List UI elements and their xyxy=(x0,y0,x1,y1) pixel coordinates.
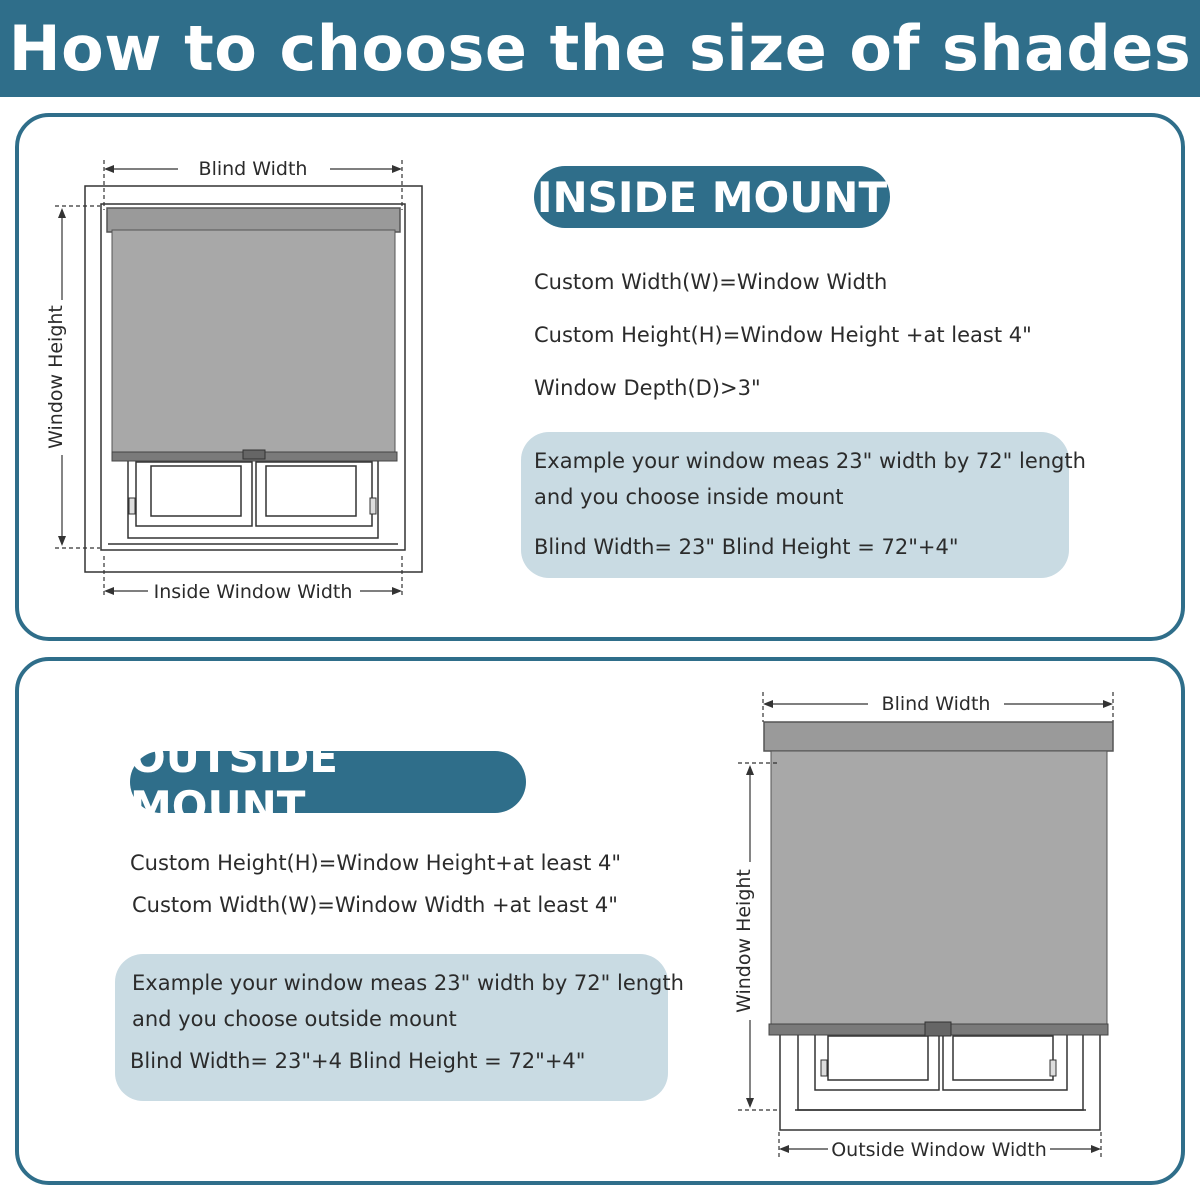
inside-line-height: Custom Height(H)=Window Height +at least 4" xyxy=(534,323,1032,347)
inside-line-width: Custom Width(W)=Window Width xyxy=(534,270,888,294)
inside-example-line1: Example your window meas 23" width by 72" length xyxy=(534,449,1086,473)
outside-window-height-label: Window Height xyxy=(733,869,755,1013)
page-title: How to choose the size of shades xyxy=(8,12,1192,85)
inside-blind-width-label: Blind Width xyxy=(198,158,308,180)
outside-line-width: Custom Width(W)=Window Width +at least 4" xyxy=(132,893,618,917)
inside-example-line2: and you choose inside mount xyxy=(534,485,844,509)
outside-mount-heading: OUTSIDE MOUNT xyxy=(130,751,526,813)
outside-example-line1: Example your window meas 23" width by 72" length xyxy=(132,971,684,995)
outside-example-line2: and you choose outside mount xyxy=(132,1007,457,1031)
outside-window-width-label: Outside Window Width xyxy=(831,1139,1047,1161)
inside-window-height-label: Window Height xyxy=(45,305,67,449)
inside-example-line3: Blind Width= 23" Blind Height = 72"+4" xyxy=(534,535,959,559)
inside-window-width-label: Inside Window Width xyxy=(153,581,353,603)
outside-example-line3: Blind Width= 23"+4 Blind Height = 72"+4" xyxy=(130,1049,586,1073)
outside-blind-width-label: Blind Width xyxy=(881,693,991,715)
outside-line-height: Custom Height(H)=Window Height+at least 4" xyxy=(130,851,622,875)
inside-mount-heading: INSIDE MOUNT xyxy=(534,166,890,228)
inside-line-depth: Window Depth(D)>3" xyxy=(534,376,761,400)
